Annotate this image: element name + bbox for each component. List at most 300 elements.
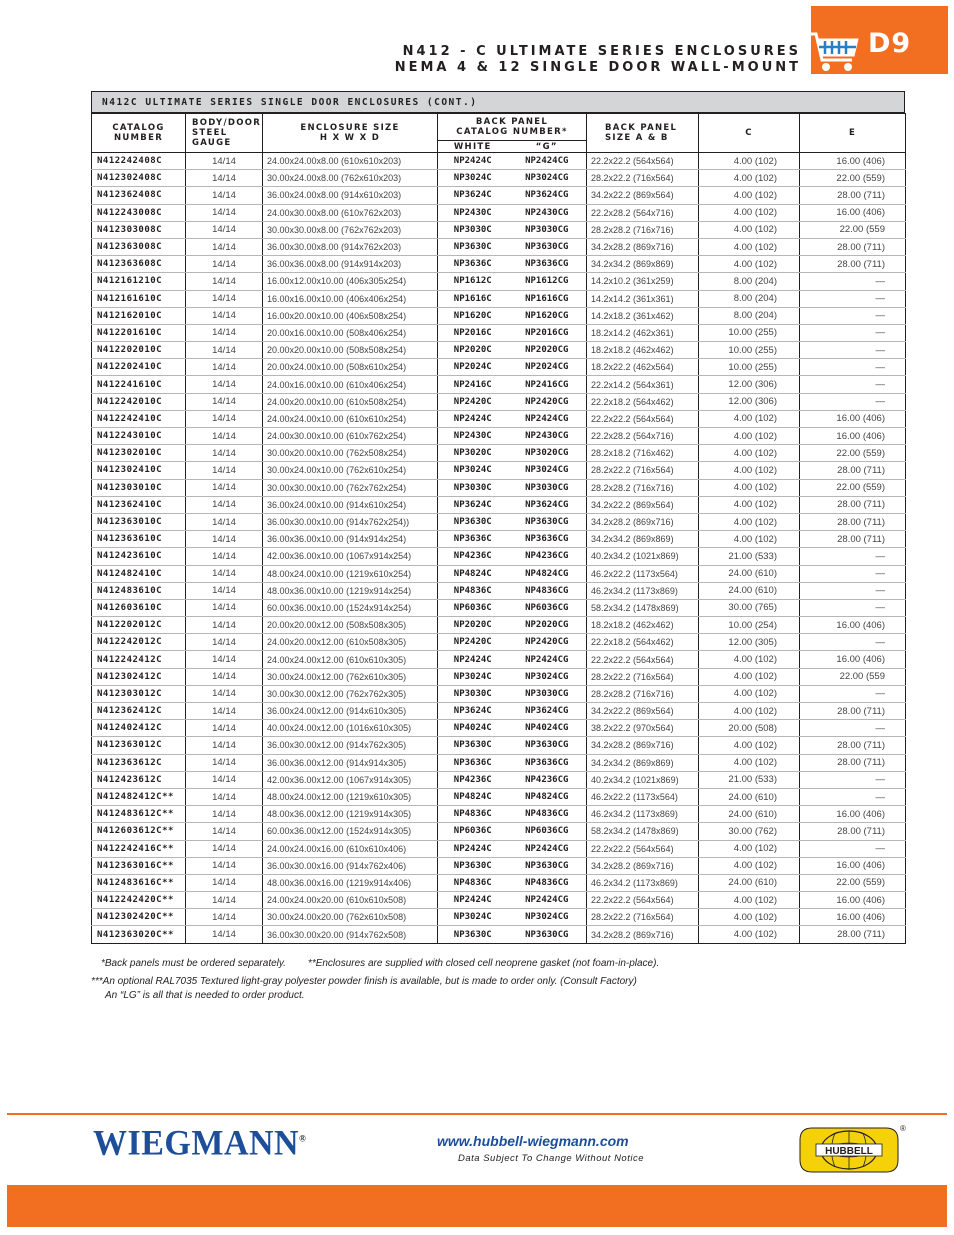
dimension-e-cell: —	[800, 548, 906, 565]
gauge-cell: 14/14	[186, 221, 263, 238]
table-row	[92, 376, 906, 393]
gauge-cell: 14/14	[186, 634, 263, 651]
enclosure-size-cell: 40.00x24.00x12.00 (1016x610x305)	[263, 720, 438, 737]
catalog-number-cell: N412482412C**	[92, 788, 186, 805]
back-panel-white-cell: NP2020C	[438, 617, 508, 634]
panel-size-cell: 28.2x28.2 (716x716)	[587, 685, 699, 702]
enclosure-size-cell: 36.00x30.00x12.00 (914x762x305)	[263, 737, 438, 754]
dimension-c-cell: 4.00 (102)	[699, 256, 800, 273]
back-panel-white-cell: NP2430C	[438, 204, 508, 221]
panel-size-cell: 22.2x28.2 (564x716)	[587, 204, 699, 221]
hubbell-reg-mark: ®	[900, 1124, 906, 1133]
page-code: D9	[868, 28, 912, 59]
dimension-e-cell: —	[800, 307, 906, 324]
enclosure-size-cell: 36.00x30.00x8.00 (914x762x203)	[263, 238, 438, 255]
table-row	[92, 170, 906, 187]
panel-size-cell: 46.2x34.2 (1173x869)	[587, 582, 699, 599]
panel-size-cell: 28.2x22.2 (716x564)	[587, 170, 699, 187]
panel-size-cell: 28.2x22.2 (716x564)	[587, 909, 699, 926]
back-panel-white-cell: NP3030C	[438, 221, 508, 238]
header-panel-size	[587, 114, 699, 153]
back-panel-g-cell: NP4836CG	[508, 874, 587, 891]
table-row	[92, 256, 906, 273]
back-panel-white-cell: NP4024C	[438, 720, 508, 737]
table-row	[92, 359, 906, 376]
dimension-e-cell: 16.00 (406)	[800, 617, 906, 634]
footnote-row-1	[91, 957, 659, 971]
back-panel-white-cell: NP3630C	[438, 737, 508, 754]
catalog-number-cell: N412363012C	[92, 737, 186, 754]
panel-size-cell: 34.2x28.2 (869x716)	[587, 857, 699, 874]
enclosure-size-cell: 48.00x36.00x12.00 (1219x914x305)	[263, 806, 438, 823]
gauge-cell: 14/14	[186, 393, 263, 410]
header-panel-size-ab: SIZE A & B	[605, 133, 669, 143]
catalog-number-cell: N412363612C	[92, 754, 186, 771]
dimension-e-cell: 28.00 (711)	[800, 754, 906, 771]
panel-size-cell: 34.2x28.2 (869x716)	[587, 513, 699, 530]
table-row	[92, 204, 906, 221]
enclosure-size-cell: 24.00x24.00x8.00 (610x610x203)	[263, 153, 438, 170]
enclosure-size-cell: 24.00x24.00x16.00 (610x610x406)	[263, 840, 438, 857]
enclosure-size-cell: 30.00x30.00x8.00 (762x762x203)	[263, 221, 438, 238]
dimension-e-cell: 28.00 (711)	[800, 823, 906, 840]
table-row	[92, 737, 906, 754]
header-gauge: BODY/DOOR STEEL GAUGE	[186, 114, 263, 153]
gauge-cell: 14/14	[186, 238, 263, 255]
back-panel-g-cell: NP2424CG	[508, 892, 587, 909]
dimension-e-cell: 22.00 (559)	[800, 445, 906, 462]
back-panel-white-cell: NP4236C	[438, 771, 508, 788]
catalog-number-cell: N412483616C**	[92, 874, 186, 891]
panel-size-cell: 18.2x18.2 (462x462)	[587, 617, 699, 634]
dimension-e-cell: —	[800, 771, 906, 788]
back-panel-white-cell: NP2424C	[438, 892, 508, 909]
back-panel-white-cell: NP3024C	[438, 462, 508, 479]
table-row	[92, 892, 906, 909]
gauge-cell: 14/14	[186, 771, 263, 788]
gauge-cell: 14/14	[186, 153, 263, 170]
table-row	[92, 428, 906, 445]
panel-size-cell: 58.2x34.2 (1478x869)	[587, 823, 699, 840]
gauge-cell: 14/14	[186, 668, 263, 685]
catalog-number-cell: N412243010C	[92, 428, 186, 445]
panel-size-cell: 22.2x18.2 (564x462)	[587, 634, 699, 651]
back-panel-g-cell: NP3624CG	[508, 187, 587, 204]
dimension-e-cell: 22.00 (559)	[800, 170, 906, 187]
dimension-c-cell: 4.00 (102)	[699, 496, 800, 513]
panel-size-cell: 28.2x18.2 (716x462)	[587, 445, 699, 462]
enclosure-size-cell: 24.00x24.00x12.00 (610x610x305)	[263, 651, 438, 668]
back-panel-white-cell: NP2024C	[438, 359, 508, 376]
gauge-cell: 14/14	[186, 428, 263, 445]
back-panel-g-cell: NP1612CG	[508, 273, 587, 290]
dimension-c-cell: 4.00 (102)	[699, 513, 800, 530]
dimension-c-cell: 4.00 (102)	[699, 668, 800, 685]
dimension-c-cell: 20.00 (508)	[699, 720, 800, 737]
back-panel-g-cell: NP2024CG	[508, 359, 587, 376]
wiegmann-reg-mark: ®	[299, 1133, 307, 1144]
dimension-c-cell: 12.00 (306)	[699, 376, 800, 393]
back-panel-g-cell: NP2424CG	[508, 153, 587, 170]
panel-size-cell: 18.2x22.2 (462x564)	[587, 359, 699, 376]
footnote-back-panels: *Back panels must be ordered separately.	[101, 958, 286, 969]
back-panel-white-cell: NP3030C	[438, 479, 508, 496]
table-row	[92, 720, 906, 737]
back-panel-g-cell: NP3030CG	[508, 479, 587, 496]
gauge-cell: 14/14	[186, 496, 263, 513]
back-panel-g-cell: NP3624CG	[508, 496, 587, 513]
panel-size-cell: 34.2x34.2 (869x869)	[587, 256, 699, 273]
dimension-c-cell: 24.00 (610)	[699, 788, 800, 805]
enclosure-size-cell: 30.00x24.00x12.00 (762x610x305)	[263, 668, 438, 685]
gauge-cell: 14/14	[186, 462, 263, 479]
dimension-c-cell: 4.00 (102)	[699, 685, 800, 702]
panel-size-cell: 58.2x34.2 (1478x869)	[587, 599, 699, 616]
disclaimer: Data Subject To Change Without Notice	[458, 1153, 644, 1164]
back-panel-white-cell: NP4836C	[438, 806, 508, 823]
panel-size-cell: 40.2x34.2 (1021x869)	[587, 548, 699, 565]
enclosure-size-cell: 24.00x30.00x8.00 (610x762x203)	[263, 204, 438, 221]
header-c: C	[699, 114, 800, 153]
table-row	[92, 685, 906, 702]
enclosure-size-cell: 48.00x24.00x12.00 (1219x610x305)	[263, 788, 438, 805]
dimension-c-cell: 10.00 (255)	[699, 342, 800, 359]
gauge-cell: 14/14	[186, 703, 263, 720]
enclosure-size-cell: 20.00x16.00x10.00 (508x406x254)	[263, 324, 438, 341]
dimension-c-cell: 4.00 (102)	[699, 410, 800, 427]
dimension-e-cell: —	[800, 788, 906, 805]
dimension-c-cell: 21.00 (533)	[699, 771, 800, 788]
gauge-cell: 14/14	[186, 909, 263, 926]
enclosure-size-cell: 24.00x24.00x20.00 (610x610x508)	[263, 892, 438, 909]
enclosure-size-cell: 16.00x20.00x10.00 (406x508x254)	[263, 307, 438, 324]
dimension-c-cell: 4.00 (102)	[699, 428, 800, 445]
dimension-c-cell: 4.00 (102)	[699, 754, 800, 771]
back-panel-white-cell: NP1612C	[438, 273, 508, 290]
catalog-number-cell: N412483612C**	[92, 806, 186, 823]
gauge-cell: 14/14	[186, 874, 263, 891]
back-panel-g-cell: NP2020CG	[508, 342, 587, 359]
dimension-c-cell: 4.00 (102)	[699, 909, 800, 926]
hubbell-logo	[798, 1126, 900, 1174]
panel-size-cell: 46.2x22.2 (1173x564)	[587, 565, 699, 582]
table-row	[92, 410, 906, 427]
table-row	[92, 668, 906, 685]
catalog-number-cell: N412363016C**	[92, 857, 186, 874]
gauge-cell: 14/14	[186, 531, 263, 548]
back-panel-white-cell: NP3624C	[438, 187, 508, 204]
dimension-c-cell: 8.00 (204)	[699, 290, 800, 307]
panel-size-cell: 22.2x14.2 (564x361)	[587, 376, 699, 393]
back-panel-white-cell: NP2420C	[438, 393, 508, 410]
back-panel-g-cell: NP1616CG	[508, 290, 587, 307]
table-row	[92, 823, 906, 840]
table-row	[92, 599, 906, 616]
panel-size-cell: 38.2x22.2 (970x564)	[587, 720, 699, 737]
back-panel-g-cell: NP3024CG	[508, 909, 587, 926]
back-panel-white-cell: NP4824C	[438, 788, 508, 805]
enclosure-size-cell: 36.00x36.00x12.00 (914x914x305)	[263, 754, 438, 771]
enclosure-size-cell: 24.00x20.00x12.00 (610x508x305)	[263, 634, 438, 651]
catalog-number-cell: N412603610C	[92, 599, 186, 616]
enclosure-size-cell: 36.00x30.00x16.00 (914x762x406)	[263, 857, 438, 874]
enclosure-size-cell: 24.00x30.00x10.00 (610x762x254)	[263, 428, 438, 445]
title-line-2: NEMA 4 & 12 SINGLE DOOR WALL-MOUNT	[394, 60, 801, 75]
back-panel-white-cell: NP2430C	[438, 428, 508, 445]
gauge-cell: 14/14	[186, 204, 263, 221]
back-panel-white-cell: NP6036C	[438, 599, 508, 616]
back-panel-white-cell: NP3636C	[438, 531, 508, 548]
catalog-number-cell: N412201610C	[92, 324, 186, 341]
table-row	[92, 324, 906, 341]
back-panel-white-cell: NP3624C	[438, 496, 508, 513]
header-enclosure-size-dims: H X W X D	[319, 133, 381, 143]
panel-size-cell: 14.2x10.2 (361x259)	[587, 273, 699, 290]
gauge-cell: 14/14	[186, 548, 263, 565]
dimension-c-cell: 12.00 (305)	[699, 634, 800, 651]
panel-size-cell: 14.2x14.2 (361x361)	[587, 290, 699, 307]
dimension-e-cell: 22.00 (559)	[800, 874, 906, 891]
dimension-e-cell: 16.00 (406)	[800, 806, 906, 823]
enclosure-size-cell: 20.00x20.00x12.00 (508x508x305)	[263, 617, 438, 634]
back-panel-white-cell: NP1616C	[438, 290, 508, 307]
back-panel-g-cell: NP2430CG	[508, 428, 587, 445]
back-panel-g-cell: NP2420CG	[508, 393, 587, 410]
catalog-number-cell: N412402412C	[92, 720, 186, 737]
back-panel-g-cell: NP3030CG	[508, 221, 587, 238]
gauge-cell: 14/14	[186, 410, 263, 427]
gauge-cell: 14/14	[186, 513, 263, 530]
enclosure-size-cell: 36.00x24.00x12.00 (914x610x305)	[263, 703, 438, 720]
dimension-e-cell: —	[800, 685, 906, 702]
panel-size-cell: 28.2x22.2 (716x564)	[587, 462, 699, 479]
catalog-number-cell: N412302010C	[92, 445, 186, 462]
gauge-cell: 14/14	[186, 256, 263, 273]
back-panel-white-cell: NP3024C	[438, 170, 508, 187]
catalog-number-cell: N412302412C	[92, 668, 186, 685]
panel-size-cell: 40.2x34.2 (1021x869)	[587, 771, 699, 788]
back-panel-g-cell: NP6036CG	[508, 823, 587, 840]
back-panel-white-cell: NP4824C	[438, 565, 508, 582]
enclosure-size-cell: 48.00x36.00x10.00 (1219x914x254)	[263, 582, 438, 599]
table-row	[92, 582, 906, 599]
gauge-cell: 14/14	[186, 307, 263, 324]
back-panel-g-cell: NP3630CG	[508, 513, 587, 530]
dimension-e-cell: 16.00 (406)	[800, 204, 906, 221]
enclosure-size-cell: 30.00x30.00x12.00 (762x762x305)	[263, 685, 438, 702]
catalog-number-cell: N412242416C**	[92, 840, 186, 857]
header-enclosure-size	[263, 114, 438, 153]
panel-size-cell: 34.2x28.2 (869x716)	[587, 926, 699, 943]
dimension-c-cell: 24.00 (610)	[699, 874, 800, 891]
dimension-c-cell: 4.00 (102)	[699, 462, 800, 479]
dimension-c-cell: 24.00 (610)	[699, 806, 800, 823]
table-row	[92, 290, 906, 307]
back-panel-white-cell: NP2424C	[438, 410, 508, 427]
dimension-c-cell: 10.00 (255)	[699, 359, 800, 376]
dimension-e-cell: 16.00 (406)	[800, 909, 906, 926]
back-panel-white-cell: NP3636C	[438, 754, 508, 771]
gauge-cell: 14/14	[186, 342, 263, 359]
dimension-e-cell: 28.00 (711)	[800, 496, 906, 513]
panel-size-cell: 22.2x28.2 (564x716)	[587, 428, 699, 445]
footnote-lg: An “LG” is all that is needed to order product.	[105, 990, 305, 1001]
back-panel-white-cell: NP2424C	[438, 840, 508, 857]
catalog-number-cell: N412302410C	[92, 462, 186, 479]
back-panel-white-cell: NP3624C	[438, 703, 508, 720]
back-panel-white-cell: NP2424C	[438, 153, 508, 170]
table-row	[92, 445, 906, 462]
gauge-cell: 14/14	[186, 273, 263, 290]
website-link[interactable]: www.hubbell-wiegmann.com	[437, 1133, 629, 1149]
panel-size-cell: 22.2x22.2 (564x564)	[587, 892, 699, 909]
table-row	[92, 153, 906, 170]
table-row	[92, 909, 906, 926]
catalog-number-cell: N412242410C	[92, 410, 186, 427]
dimension-c-cell: 4.00 (102)	[699, 204, 800, 221]
dimension-c-cell: 10.00 (255)	[699, 324, 800, 341]
catalog-number-cell: N412363008C	[92, 238, 186, 255]
enclosure-size-cell: 20.00x20.00x10.00 (508x508x254)	[263, 342, 438, 359]
gauge-cell: 14/14	[186, 599, 263, 616]
header-white: WHITE	[438, 141, 508, 153]
catalog-number-cell: N412202410C	[92, 359, 186, 376]
gauge-cell: 14/14	[186, 445, 263, 462]
dimension-c-cell: 4.00 (102)	[699, 892, 800, 909]
dimension-e-cell: 16.00 (406)	[800, 651, 906, 668]
back-panel-white-cell: NP1620C	[438, 307, 508, 324]
dimension-c-cell: 30.00 (762)	[699, 823, 800, 840]
enclosure-size-cell: 42.00x36.00x12.00 (1067x914x305)	[263, 771, 438, 788]
footnotes	[91, 957, 659, 1003]
dimension-e-cell: —	[800, 634, 906, 651]
dimension-c-cell: 4.00 (102)	[699, 926, 800, 943]
back-panel-g-cell: NP1620CG	[508, 307, 587, 324]
dimension-e-cell: 28.00 (711)	[800, 187, 906, 204]
catalog-number-cell: N412242412C	[92, 651, 186, 668]
header-g: “G”	[508, 141, 587, 153]
dimension-c-cell: 24.00 (610)	[699, 565, 800, 582]
panel-size-cell: 34.2x22.2 (869x564)	[587, 703, 699, 720]
dimension-e-cell: 22.00 (559)	[800, 479, 906, 496]
panel-size-cell: 34.2x22.2 (869x564)	[587, 496, 699, 513]
gauge-cell: 14/14	[186, 892, 263, 909]
back-panel-white-cell: NP2420C	[438, 634, 508, 651]
catalog-number-cell: N412303012C	[92, 685, 186, 702]
enclosure-size-cell: 36.00x36.00x10.00 (914x914x254)	[263, 531, 438, 548]
back-panel-g-cell: NP3636CG	[508, 531, 587, 548]
table-row	[92, 187, 906, 204]
dimension-c-cell: 10.00 (254)	[699, 617, 800, 634]
back-panel-g-cell: NP3024CG	[508, 668, 587, 685]
back-panel-g-cell: NP4824CG	[508, 565, 587, 582]
back-panel-g-cell: NP4236CG	[508, 771, 587, 788]
gauge-cell: 14/14	[186, 823, 263, 840]
back-panel-g-cell: NP4024CG	[508, 720, 587, 737]
panel-size-cell: 28.2x22.2 (716x564)	[587, 668, 699, 685]
enclosure-size-cell: 60.00x36.00x10.00 (1524x914x254)	[263, 599, 438, 616]
enclosure-size-cell: 16.00x16.00x10.00 (406x406x254)	[263, 290, 438, 307]
catalog-number-cell: N412303010C	[92, 479, 186, 496]
back-panel-g-cell: NP3624CG	[508, 703, 587, 720]
enclosure-size-cell: 30.00x24.00x10.00 (762x610x254)	[263, 462, 438, 479]
footnote-finish: ***An optional RAL7035 Textured light-gray polyester powder finish is available, but is made to order only. (Consult Factory)	[91, 976, 637, 987]
panel-size-cell: 34.2x34.2 (869x869)	[587, 754, 699, 771]
table-body	[92, 153, 906, 944]
header-panel-size-label: BACK PANEL	[605, 123, 678, 133]
table-row	[92, 307, 906, 324]
dimension-e-cell: —	[800, 720, 906, 737]
enclosure-size-cell: 30.00x24.00x8.00 (762x610x203)	[263, 170, 438, 187]
panel-size-cell: 34.2x28.2 (869x716)	[587, 737, 699, 754]
dimension-e-cell: 28.00 (711)	[800, 462, 906, 479]
back-panel-g-cell: NP2430CG	[508, 204, 587, 221]
catalog-number-cell: N412242408C	[92, 153, 186, 170]
dimension-e-cell: —	[800, 290, 906, 307]
hubbell-logo-text: HUBBELL	[825, 1146, 873, 1157]
back-panel-white-cell: NP6036C	[438, 823, 508, 840]
catalog-number-cell: N412362412C	[92, 703, 186, 720]
enclosure-size-cell: 16.00x12.00x10.00 (406x305x254)	[263, 273, 438, 290]
catalog-number-cell: N412202012C	[92, 617, 186, 634]
dimension-e-cell: 16.00 (406)	[800, 892, 906, 909]
catalog-number-cell: N412161610C	[92, 290, 186, 307]
dimension-e-cell: 28.00 (711)	[800, 238, 906, 255]
catalog-number-cell: N412242010C	[92, 393, 186, 410]
gauge-cell: 14/14	[186, 651, 263, 668]
catalog-number-cell: N412161210C	[92, 273, 186, 290]
catalog-number-cell: N412362408C	[92, 187, 186, 204]
gauge-cell: 14/14	[186, 565, 263, 582]
panel-size-cell: 22.2x22.2 (564x564)	[587, 651, 699, 668]
enclosure-size-cell: 48.00x36.00x16.00 (1219x914x406)	[263, 874, 438, 891]
back-panel-white-cell: NP3630C	[438, 926, 508, 943]
panel-size-cell: 46.2x22.2 (1173x564)	[587, 788, 699, 805]
back-panel-white-cell: NP3024C	[438, 668, 508, 685]
back-panel-g-cell: NP4836CG	[508, 582, 587, 599]
gauge-cell: 14/14	[186, 479, 263, 496]
dimension-c-cell: 4.00 (102)	[699, 651, 800, 668]
enclosure-size-cell: 42.00x36.00x10.00 (1067x914x254)	[263, 548, 438, 565]
back-panel-g-cell: NP3030CG	[508, 685, 587, 702]
back-panel-white-cell: NP3024C	[438, 909, 508, 926]
gauge-cell: 14/14	[186, 788, 263, 805]
panel-size-cell: 46.2x34.2 (1173x869)	[587, 806, 699, 823]
dimension-c-cell: 4.00 (102)	[699, 857, 800, 874]
dimension-c-cell: 4.00 (102)	[699, 840, 800, 857]
dimension-c-cell: 21.00 (533)	[699, 548, 800, 565]
panel-size-cell: 22.2x22.2 (564x564)	[587, 153, 699, 170]
enclosure-size-cell: 48.00x24.00x10.00 (1219x610x254)	[263, 565, 438, 582]
enclosure-size-cell: 60.00x36.00x12.00 (1524x914x305)	[263, 823, 438, 840]
dimension-c-cell: 4.00 (102)	[699, 221, 800, 238]
table-row	[92, 393, 906, 410]
table-caption: N412C ULTIMATE SERIES SINGLE DOOR ENCLOSURES (CONT.)	[91, 91, 905, 113]
table-row	[92, 273, 906, 290]
back-panel-g-cell: NP3630CG	[508, 238, 587, 255]
gauge-cell: 14/14	[186, 857, 263, 874]
catalog-number-cell: N412483610C	[92, 582, 186, 599]
back-panel-white-cell: NP3630C	[438, 857, 508, 874]
table-row	[92, 496, 906, 513]
title-line-1: N412 - C ULTIMATE SERIES ENCLOSURES	[402, 44, 801, 59]
wiegmann-logo	[93, 1124, 306, 1164]
dimension-c-cell: 4.00 (102)	[699, 737, 800, 754]
table-row	[92, 926, 906, 943]
catalog-number-cell: N412363608C	[92, 256, 186, 273]
enclosure-size-cell: 24.00x20.00x10.00 (610x508x254)	[263, 393, 438, 410]
gauge-cell: 14/14	[186, 840, 263, 857]
